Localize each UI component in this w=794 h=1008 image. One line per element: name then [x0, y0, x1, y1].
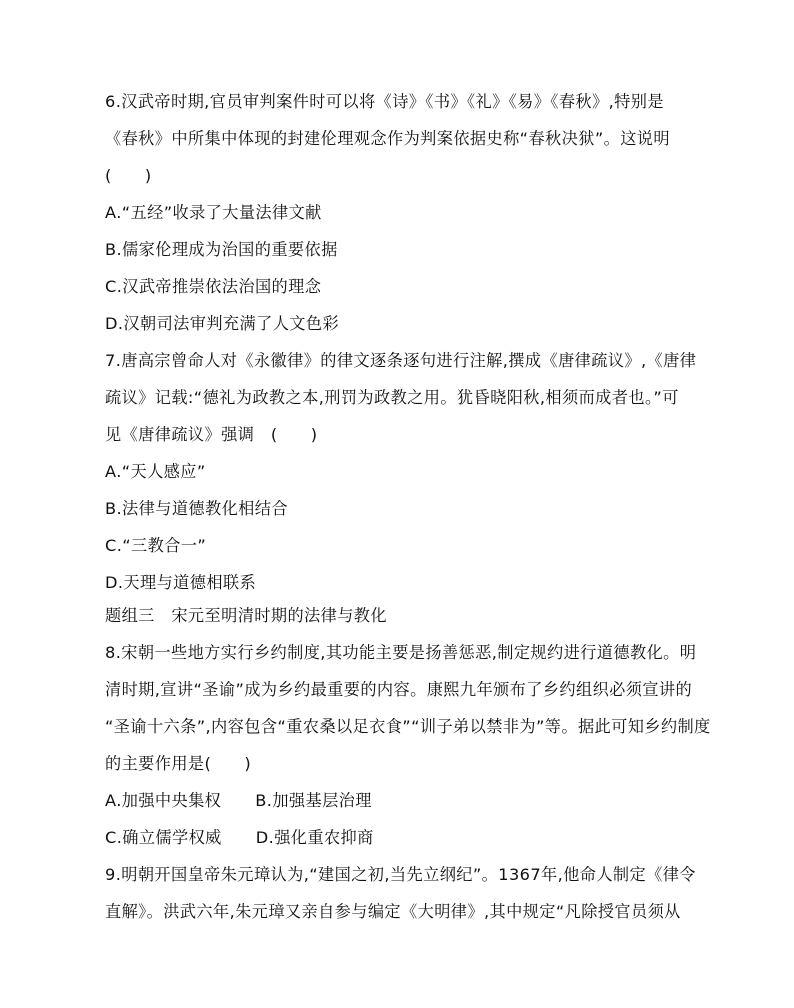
q8-line-2: 清时期,宣讲“圣谕”成为乡约最重要的内容。康熙九年颁布了乡约组织必须宣讲的 [105, 680, 693, 699]
q8-options-row-1 [105, 791, 695, 811]
q8-line-3: “圣谕十六条”,内容包含“重农桑以足衣食”“训子弟以禁非为”等。据此可知乡约制度 [105, 717, 711, 736]
q6-line-1: 6.汉武帝时期,官员审判案件时可以将《诗》《书》《礼》《易》《春秋》,特别是 [105, 92, 664, 111]
q8-options-row-2 [105, 828, 695, 848]
q7-option-d: D.天理与道德相联系 [105, 573, 257, 592]
q8-option-b: B.加强基层治理 [255, 791, 372, 810]
q8-line-4: 的主要作用是( ) [105, 754, 252, 773]
q8-option-a: A.加强中央集权 [105, 791, 222, 810]
q6-option-d: D.汉朝司法审判充满了人文色彩 [105, 314, 340, 333]
q7-line-1: 7.唐高宗曾命人对《永徽律》的律文逐条逐句进行注解,撰成《唐律疏议》,《唐律 [105, 351, 697, 370]
q7-option-b: B.法律与道德教化相结合 [105, 499, 288, 518]
q8-option-d: D.强化重农抑商 [255, 828, 374, 847]
q7-line-3: 见《唐律疏议》强调 ( ) [105, 425, 318, 444]
section-title: 题组三 宋元至明清时期的法律与教化 [105, 606, 387, 625]
q6-option-a: A.“五经”收录了大量法律文献 [105, 203, 322, 222]
q8-option-c: C.确立儒学权威 [105, 828, 222, 847]
q9-line-1: 9.明朝开国皇帝朱元璋认为,“建国之初,当先立纲纪”。1367年,他命人制定《律令 [105, 865, 696, 884]
q7-option-c: C.“三教合一” [105, 536, 207, 555]
q8-line-1: 8.宋朝一些地方实行乡约制度,其功能主要是扬善惩恶,制定规约进行道德教化。明 [105, 643, 697, 662]
q6-line-2: 《春秋》中所集中体现的封建伦理观念作为判案依据史称“春秋决狱”。这说明 [105, 129, 670, 148]
q6-option-b: B.儒家伦理成为治国的重要依据 [105, 240, 338, 259]
q9-line-2: 直解》。洪武六年,朱元璋又亲自参与编定《大明律》,其中规定“凡除授官员须从 [105, 902, 681, 921]
q6-answer-paren: ( ) [105, 166, 152, 185]
q7-line-2: 疏议》记载:“德礼为政教之本,刑罚为政教之用。犹昏晓阳秋,相须而成者也。”可 [105, 388, 679, 407]
q7-option-a: A.“天人感应” [105, 462, 206, 481]
q6-option-c: C.汉武帝推崇依法治国的理念 [105, 277, 322, 296]
